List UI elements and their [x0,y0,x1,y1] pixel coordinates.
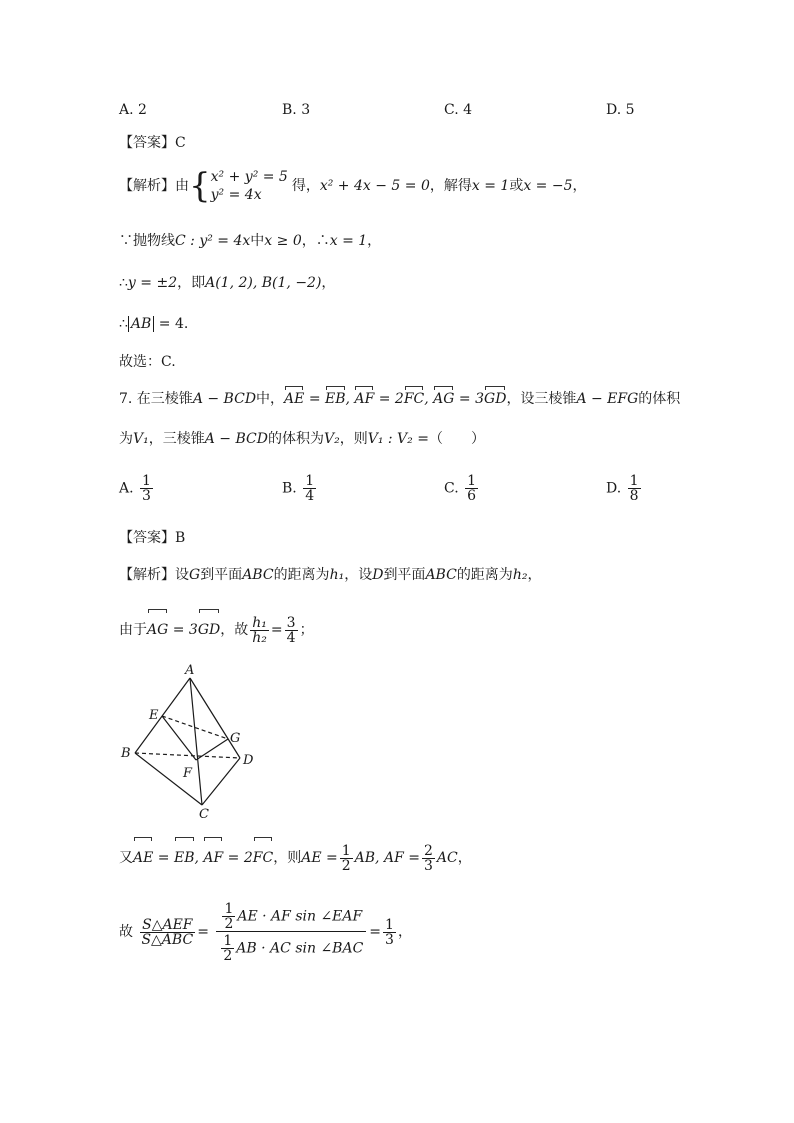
text: = 3 [454,391,485,407]
text: 到平面 [200,567,243,583]
edge-ef [162,716,196,760]
q6-analysis-line2 [119,231,381,251]
q6-option-b: B. 3 [282,102,311,118]
ratio: V₁ : V₂ = [367,431,429,447]
text: , [424,391,434,407]
ab: AB [130,316,152,332]
text: = 2 [223,850,253,866]
text: 中， [256,391,285,407]
text: = [270,622,283,638]
analysis-label: 【解析】 [119,567,175,583]
q6-option-a: A. 2 [119,102,147,118]
vector: EB [174,840,195,876]
text: ∵抛物线 [119,233,175,249]
blank: （ ） [428,431,485,447]
q7-option-c [444,474,480,503]
equation-system [211,168,288,204]
text: AC [436,850,458,866]
text: ， [572,178,587,194]
fraction [250,616,269,645]
q6-analysis-line3 [119,273,335,293]
text: ， [457,850,472,866]
tetrahedron-figure [115,660,265,820]
text: 为 [119,431,133,447]
num: 1 [385,916,394,933]
q6-option-d: D. 5 [606,102,635,118]
parabola-eq: C : y² = 4x [175,233,251,249]
edge-ad [190,678,240,758]
text: 的体积为 [267,431,324,447]
edge-ac [190,678,202,805]
label-a: A [185,663,195,678]
den: 3 [423,857,433,874]
q7-analysis-line1 [119,565,541,585]
fraction [383,918,396,947]
text: = 3 [168,622,198,638]
vector: AE [284,391,305,407]
text: 中 [250,233,265,249]
quadratic-eq: x² + 4x − 5 = 0 [319,178,430,194]
solution-2: x = −5 [523,178,573,194]
q7-stem-line1 [119,389,680,409]
edge-bd-hidden [135,753,240,758]
text: ，∴ [301,233,330,249]
system-eq-2: y² = 4x [210,187,262,203]
text: = 4 [154,316,184,332]
q7-option-a [119,474,155,503]
text: 故 [119,924,133,940]
system-brace: { [189,166,211,206]
den: 2 [341,857,351,874]
label-c: C [199,807,209,820]
text: 设 [175,567,189,583]
q7-analysis-line3 [119,840,472,876]
text: ，设三棱锥 [506,391,577,407]
den: 4 [305,488,315,504]
q6-analysis-line1 [119,166,586,206]
text: = 2 [374,391,404,407]
text: 由 [175,178,189,194]
tetra: A − BCD [192,391,257,407]
text: ，故 [220,622,249,638]
label: A. [119,480,134,497]
big-den [215,932,367,963]
solution-1: x = 1 [471,178,510,194]
y-value: y = ±2 [127,275,178,291]
num: 1 [341,842,351,859]
q7-analysis-line2 [119,612,314,648]
text: AE = [301,850,338,866]
half [221,934,234,963]
text: ， [397,924,412,940]
den: 3 [142,488,151,504]
vector: FC [403,391,425,407]
text: ，即 [177,275,206,291]
text: 的距离为 [273,567,330,583]
fraction [340,844,353,873]
abc: ABC [425,567,457,583]
vector: AG [433,391,455,407]
text: ∴ [119,275,128,291]
den: 2 [224,915,234,932]
den: 4 [286,629,296,646]
q6-answer [119,133,186,153]
text: , [345,391,355,407]
answer-value: C [175,135,186,151]
answer-label: 【答案】 [119,530,175,546]
num: 1 [223,932,233,949]
fraction [303,474,316,503]
big-fraction [215,902,367,963]
text: AB, AF = [354,850,420,866]
text: 的距离为 [456,567,513,583]
num: 2 [423,842,433,859]
num: h₁ [252,614,267,631]
q6-conclusion: 故选：C. [119,354,176,370]
answer-label: 【答案】 [119,135,175,151]
num: 1 [142,473,151,489]
vector: AE [133,840,153,876]
g: G [189,567,201,583]
den: 6 [467,488,477,504]
label: C. [444,480,459,497]
label-e: E [149,708,159,723]
vector: FC [253,840,273,876]
vector: AF [354,391,375,407]
result: x = 1 [329,233,368,249]
fraction [422,844,435,873]
tetra: A − EFG [576,391,639,407]
q7-answer [119,528,185,548]
analysis-label: 【解析】 [119,178,175,194]
text: 又 [119,850,133,866]
q6-analysis-line4 [119,314,188,334]
h2: h₂ [512,567,528,583]
text: 或 [509,178,524,194]
label-b: B [121,746,131,761]
tetra: A − BCD [204,431,268,447]
q7-stem-line2 [119,429,485,449]
q6-option-c: C. 4 [444,102,473,118]
num: S△AEF [142,916,193,933]
vector: GD [484,391,507,407]
fraction [465,474,478,503]
vector: GD [198,612,220,648]
text: ，解得 [429,178,472,194]
text: 7. 在三棱锥 [119,391,193,407]
den: 3 [385,931,394,948]
text: 由于 [119,622,147,638]
system-eq-1: x² + y² = 5 [210,169,288,185]
q7-option-d [606,474,643,503]
area-ratio-fraction [139,918,195,947]
num: 1 [224,900,234,917]
text: 到平面 [383,567,426,583]
expr: AB · AC sin ∠BAC [236,940,364,956]
big-num [216,902,366,932]
v2: V₂ [323,431,340,447]
text: = [369,924,382,940]
label: D. [606,480,622,497]
edge-cd [202,758,240,805]
den: 2 [223,947,233,964]
points: A(1, 2), B(1, −2) [205,275,322,291]
text: 的体积 [638,391,681,407]
expr: AE · AF sin ∠EAF [237,908,363,924]
num: 1 [305,473,315,489]
fraction [140,474,153,503]
v1: V₁ [133,431,149,447]
text: , [194,850,204,866]
q7-analysis-line4 [119,900,412,964]
text: = [304,391,326,407]
answer-value: B [175,530,186,546]
fraction [285,616,298,645]
q7-option-b [282,474,318,503]
text: ， [321,275,336,291]
text: ， [367,233,382,249]
num: 1 [467,473,477,489]
text: ， [527,567,542,583]
label-f: F [183,766,193,781]
fraction [628,474,641,503]
text: 得， [291,178,320,194]
den: 8 [629,488,639,504]
half [222,902,235,931]
vector: AG [147,612,168,648]
abc: ABC [242,567,274,583]
text: ，则 [339,431,368,447]
text: = [153,850,174,866]
h1: h₁ [329,567,345,583]
den: S△ABC [141,931,194,948]
text: ∴ [119,316,128,332]
label: B. [282,480,297,497]
text: ； [299,622,314,638]
label-g: G [230,731,241,746]
label-d: D [243,753,254,768]
num: 3 [286,614,296,631]
condition: x ≥ 0 [264,233,302,249]
text: = [197,924,209,940]
abs-bar [128,316,154,332]
vector: AF [203,840,223,876]
text: . [183,316,189,332]
text: ，三棱锥 [148,431,205,447]
den: h₂ [252,629,267,646]
text: ，则 [273,850,302,866]
vector: EB [325,391,346,407]
d: D [372,567,384,583]
text: ，设 [344,567,373,583]
num: 1 [629,473,639,489]
